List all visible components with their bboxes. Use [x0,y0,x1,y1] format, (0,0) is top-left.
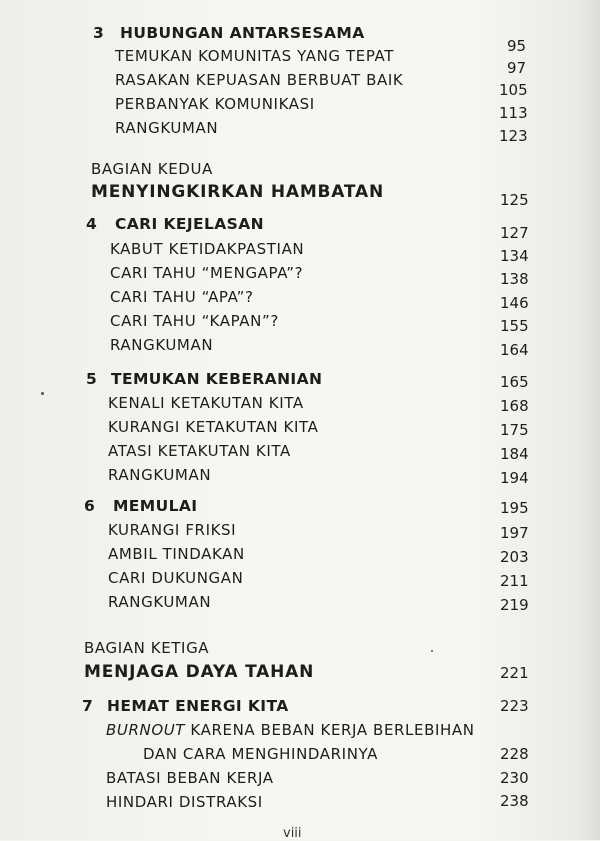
ch4-item-5: RANGKUMAN [110,336,214,354]
ch4-item-4: CARI TAHU “KAPAN”? [110,312,279,330]
print-speck [41,392,44,395]
chapter-6-heading [84,497,197,515]
ch5-page-4: 194 [500,469,529,487]
ch3-page-5: 123 [499,127,528,145]
ch6-item-3: CARI DUKUNGAN [108,569,244,587]
ch3-page-3: 105 [499,81,528,99]
ch3-page-2: 97 [507,59,527,77]
part-2-title: MENYINGKIRKAN HAMBATAN [91,182,384,202]
ch6-page-4: 219 [500,596,529,614]
chapter-4-page: 127 [500,224,529,242]
chapter-6-page: 195 [500,499,529,517]
ch5-page-1: 168 [500,397,529,415]
ch5-item-2: KURANGI KETAKUTAN KITA [108,418,319,436]
chapter-4-title: CARI KEJELASAN [114,215,265,233]
chapter-5-page: 165 [500,373,529,391]
ch4-item-2: CARI TAHU “MENGAPA”? [110,264,304,282]
ch3-page-4: 113 [499,104,528,122]
chapter-5-title: TEMUKAN KEBERANIAN [110,370,323,388]
ch7-item-burnout [106,721,475,739]
ch6-item-4: RANGKUMAN [108,593,212,611]
chapter-6-title: MEMULAI [112,497,198,515]
ch3-item-1: TEMUKAN KOMUNITAS YANG TEPAT [115,47,394,65]
chapter-7-page: 223 [500,697,529,715]
chapter-5-number: 5 [86,370,98,388]
ch4-page-2: 138 [500,270,529,288]
ch7-item-2: HINDARI DISTRAKSI [106,793,263,811]
ch7-item-burnout-line2: DAN CARA MENGHINDARINYA [143,745,378,763]
ch6-page-2: 203 [500,548,529,566]
chapter-4-heading [86,215,264,233]
ch3-page-1: 95 [507,37,527,55]
chapter-5-heading [86,370,322,388]
part-2-label: BAGIAN KEDUA [91,160,213,178]
ch6-item-2: AMBIL TINDAKAN [108,545,245,563]
page-footer-number: viii [283,826,302,841]
ch6-page-3: 211 [500,572,529,590]
chapter-3-number: 3 [93,24,105,42]
chapter-3-title: HUBUNGAN ANTARSESAMA [119,24,365,42]
part-2-page: 125 [500,191,529,209]
ch3-item-3: PERBANYAK KOMUNIKASI [115,95,315,113]
ch6-item-1: KURANGI FRIKSI [108,521,237,539]
ch5-page-2: 175 [500,421,529,439]
chapter-6-number: 6 [84,497,96,515]
ch4-page-3: 146 [500,294,529,312]
ch4-item-3: CARI TAHU “APA”? [110,288,254,306]
chapter-7-number: 7 [82,697,94,715]
part-3-label: BAGIAN KETIGA [84,639,210,657]
chapter-7-title: HEMAT ENERGI KITA [106,697,289,715]
ch3-item-2: RASAKAN KEPUASAN BERBUAT BAIK [115,71,404,89]
ch5-item-4: RANGKUMAN [108,466,212,484]
chapter-4-number: 4 [86,215,98,233]
ch4-page-1: 134 [500,247,529,265]
ch3-item-4: RANGKUMAN [115,119,219,137]
page-edge-shadow [578,0,600,840]
ch5-page-3: 184 [500,445,529,463]
burnout-rest: KARENA BEBAN KERJA BERLEBIHAN [185,721,475,739]
chapter-7-heading [82,697,289,715]
ch5-item-1: KENALI KETAKUTAN KITA [108,394,304,412]
ch4-page-4: 155 [500,317,529,335]
print-speck [431,650,433,652]
ch7-page-burnout: 228 [500,745,529,763]
ch7-page-1: 230 [500,769,529,787]
chapter-3-heading [93,24,365,42]
ch7-item-1: BATASI BEBAN KERJA [106,769,274,787]
ch7-page-2: 238 [500,792,529,810]
burnout-italic-word: BURNOUT [106,721,186,739]
ch6-page-1: 197 [500,524,529,542]
part-3-page: 221 [500,664,529,682]
ch4-page-5: 164 [500,341,529,359]
ch4-item-1: KABUT KETIDAKPASTIAN [110,240,305,258]
part-3-title: MENJAGA DAYA TAHAN [84,662,315,682]
ch5-item-3: ATASI KETAKUTAN KITA [108,442,291,460]
